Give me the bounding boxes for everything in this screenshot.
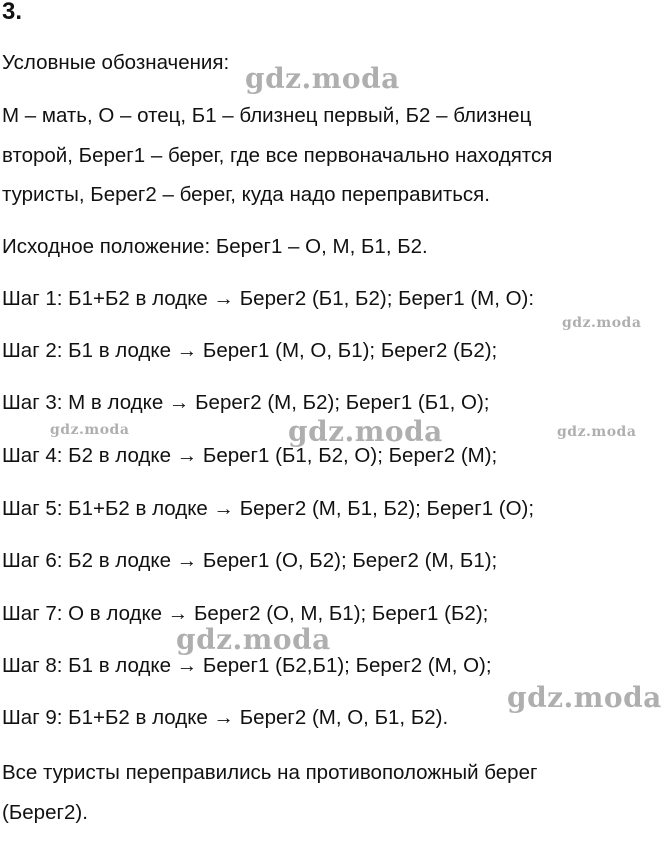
conclusion-line: Все туристы переправились на противоположный берег — [2, 761, 538, 784]
step-line: Шаг 9: Б1+Б2 в лодке → Берег2 (М, О, Б1, Б2). — [2, 706, 449, 729]
step-line: Шаг 2: Б1 в лодке → Берег1 (М, О, Б1); Берег2 (Б2); — [2, 339, 498, 362]
watermark: gdz.moda — [507, 681, 662, 714]
legend-line: М – мать, О – отец, Б1 – близнец первый, Б2 – близнец — [2, 104, 532, 127]
legend-title: Условные обозначения: — [2, 51, 230, 74]
watermark: gdz.moda — [245, 62, 400, 95]
step-line: Шаг 6: Б2 в лодке → Берег1 (О, Б2); Берег2 (М, Б1); — [2, 549, 498, 572]
step-line: Шаг 7: О в лодке → Берег2 (О, М, Б1); Берег1 (Б2); — [2, 602, 489, 625]
watermark: gdz.moda — [50, 422, 130, 438]
step-line: Шаг 1: Б1+Б2 в лодке → Берег2 (Б1, Б2); Берег1 (М, О): — [2, 287, 535, 310]
legend-line: туристы, Берег2 – берег, куда надо переправиться. — [2, 183, 490, 206]
watermark: gdz.moda — [176, 623, 331, 656]
initial-position: Исходное положение: Берег1 – О, М, Б1, Б2. — [2, 235, 428, 258]
task-number: 3. — [2, 0, 23, 25]
watermark: gdz.moda — [557, 424, 637, 440]
conclusion-line: (Берег2). — [2, 801, 88, 824]
step-line: Шаг 3: М в лодке → Берег2 (М, Б2); Берег1 (Б1, О); — [2, 391, 490, 414]
step-line: Шаг 4: Б2 в лодке → Берег1 (Б1, Б2, О); Берег2 (М); — [2, 444, 498, 467]
watermark: gdz.moda — [562, 315, 642, 331]
step-line: Шаг 5: Б1+Б2 в лодке → Берег2 (М, Б1, Б2); Берег1 (О); — [2, 497, 535, 520]
watermark: gdz.moda — [288, 415, 443, 448]
step-line: Шаг 8: Б1 в лодке → Берег1 (Б2,Б1); Берег2 (М, О); — [2, 654, 492, 677]
legend-line: второй, Берег1 – берег, где все первоначально находятся — [2, 144, 553, 167]
